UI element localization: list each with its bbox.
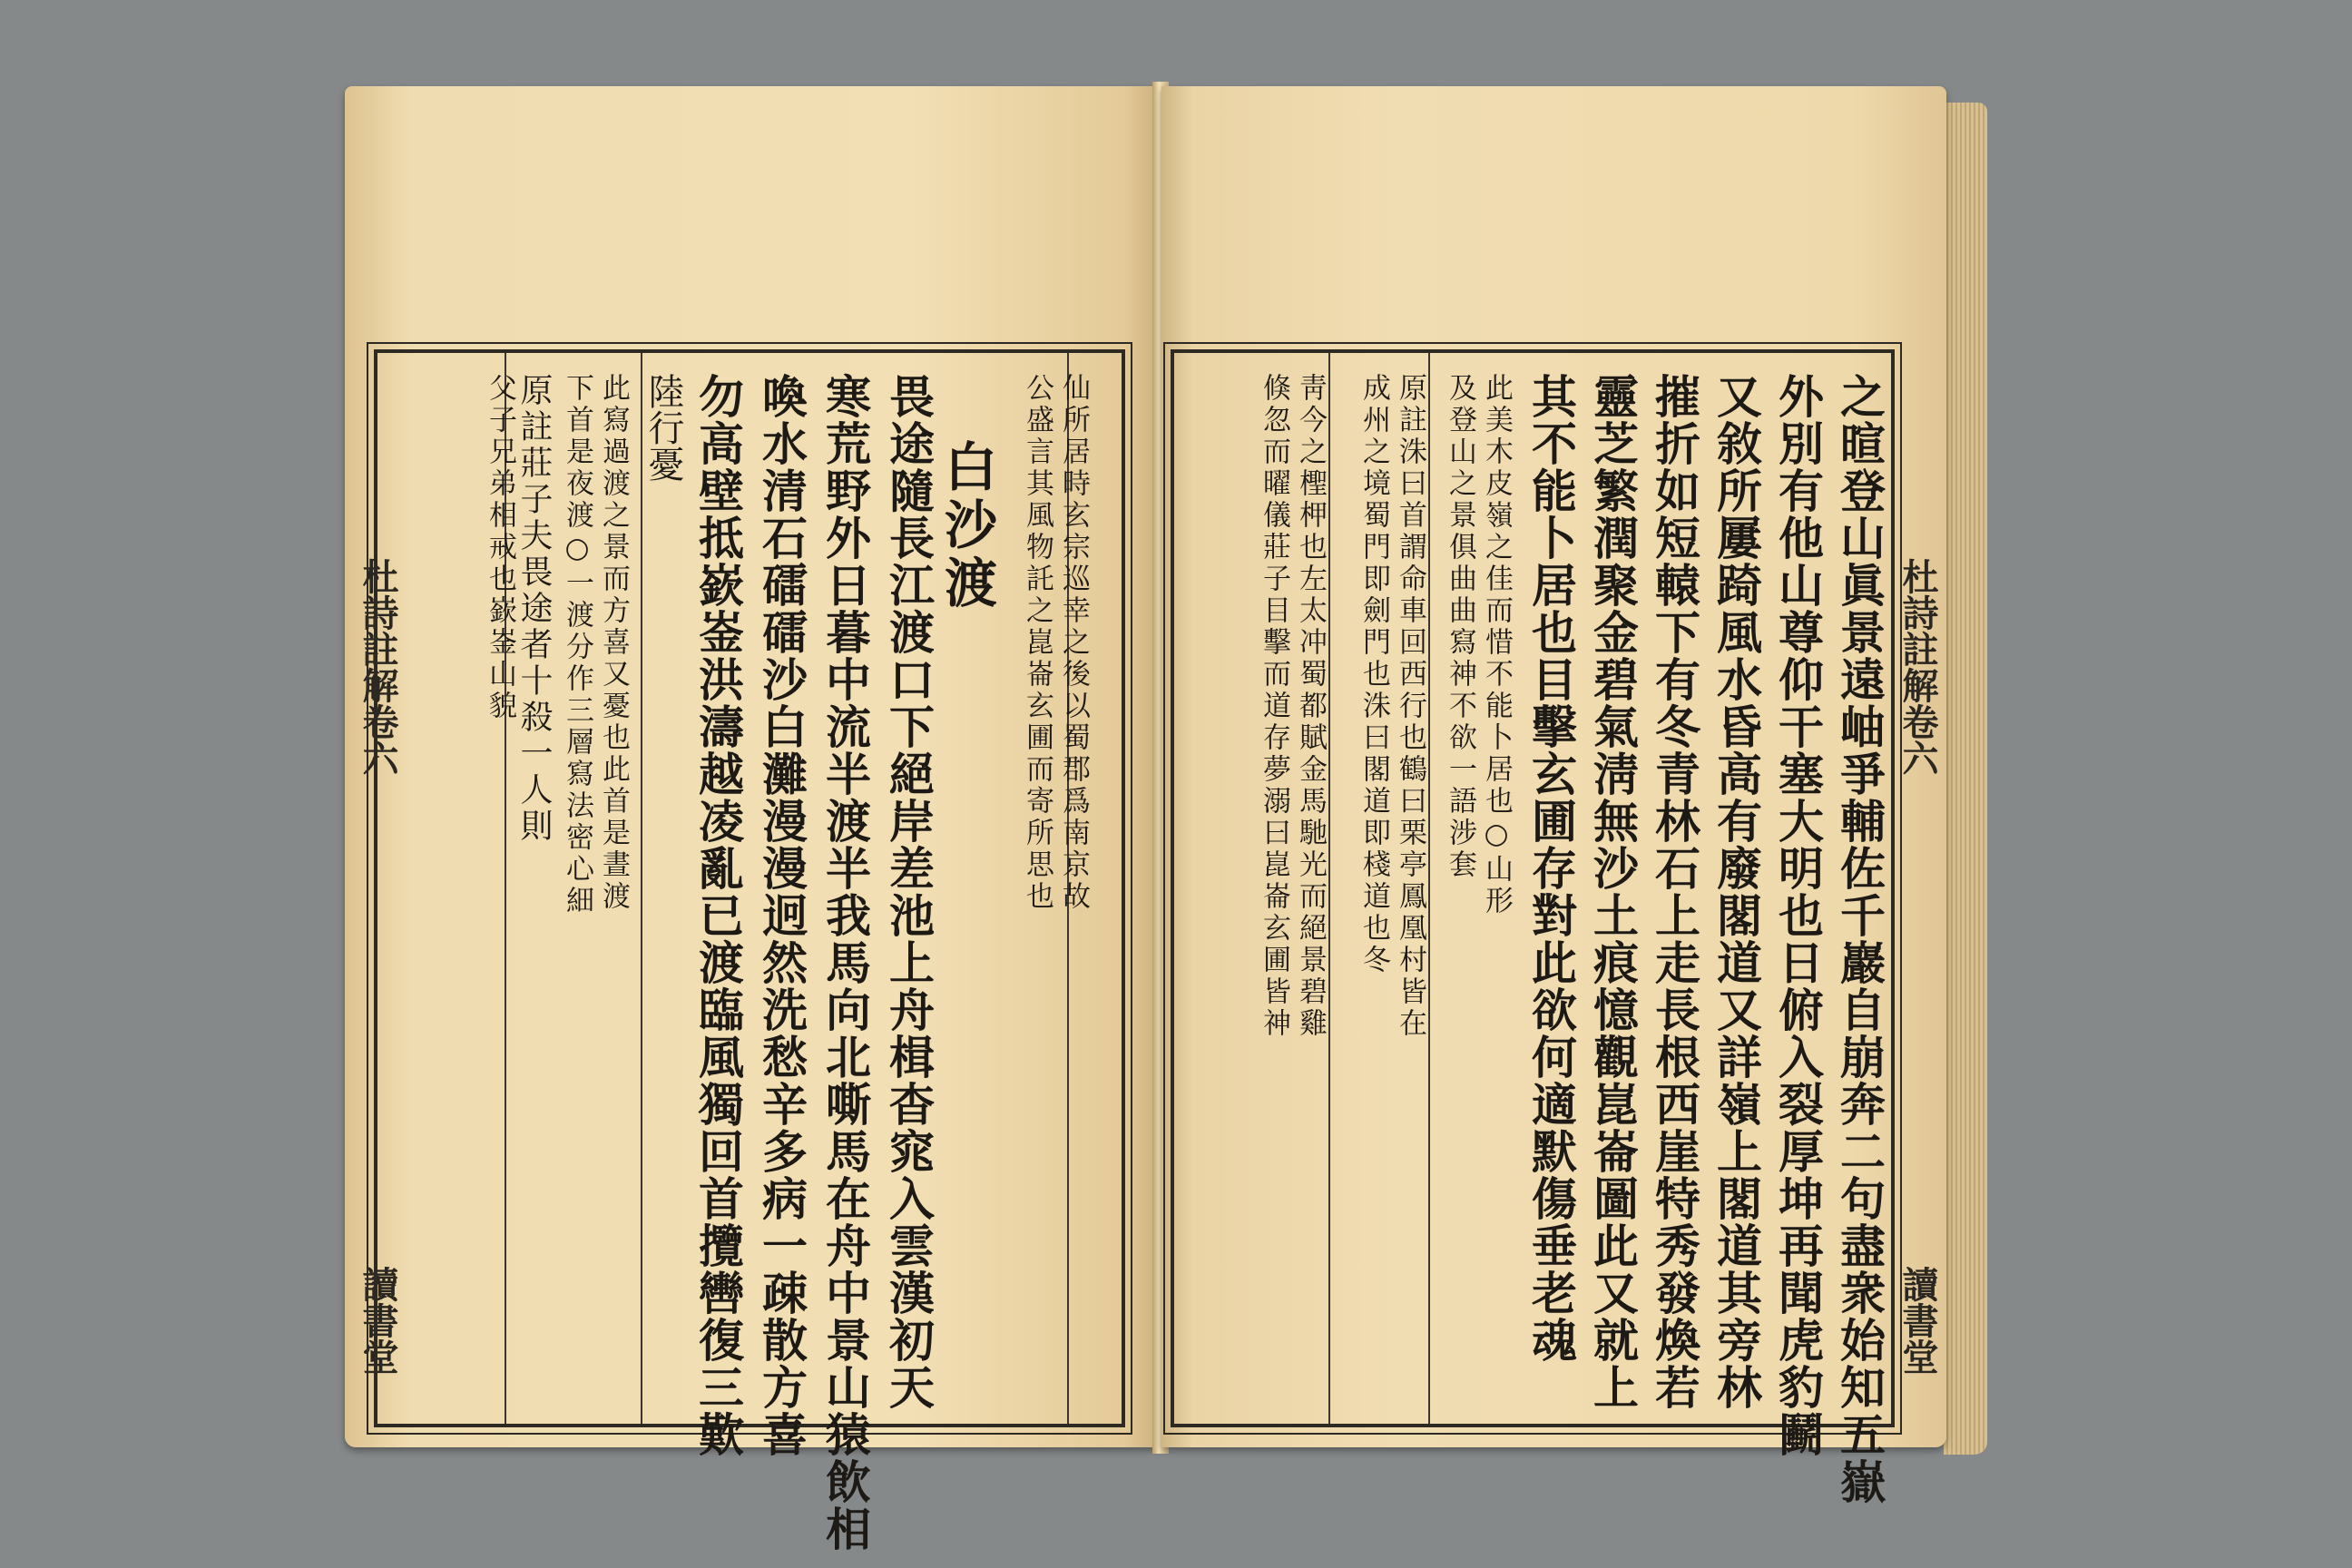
- right-col-3: 又敘所屢踦風水昏高有廢閣道又詳嶺上閣道其旁林: [1710, 373, 1763, 1411]
- left-col-8: 陸行憂: [642, 373, 684, 482]
- left-col-1: 仙所居時玄宗巡幸之後以蜀郡爲南京故: [1057, 373, 1090, 913]
- right-col-9: 原註洙曰首謂命車回西行也鶴曰栗亭鳳凰村皆在: [1394, 373, 1426, 1040]
- left-col-5: 寒荒野外日暮中流半渡半我馬向北嘶馬在舟中景山猿飲相: [818, 373, 872, 1553]
- left-col-11: 原註莊子夫畏途者十殺一人則: [515, 373, 553, 845]
- left-col-6: 喚水清石礌礌沙白灘漫漫迥然洗愁辛多病一疎散方喜: [755, 373, 808, 1458]
- left-col-4: 畏途隨長江渡口下絕岸差池上舟楫杳窕入雲漢初天: [882, 373, 936, 1411]
- right-col-4: 摧折如短轅下有冬青林石上走長根西崖特秀發煥若: [1648, 373, 1701, 1411]
- left-col-3: 白沙渡: [936, 439, 997, 613]
- right-col-1: 之暄登山眞景遠岫爭輔佐千巖自崩奔二句盡衆始知五嶽: [1833, 373, 1886, 1505]
- right-col-6: 其不能卜居也目擊玄圃存對此欲何適默傷垂老魂: [1524, 373, 1578, 1364]
- left-col-12: 父子兄弟相戒也嶔崟山貌: [484, 373, 516, 722]
- left-col-2: 公盛言其風物託之崑崙玄圃而寄所思也: [1021, 373, 1054, 913]
- left-page: [345, 86, 1157, 1553]
- left-col-9: 此寫過渡之景而方喜又憂也此首是晝渡: [597, 373, 630, 913]
- left-margin-publisher: 讀書堂: [357, 1266, 399, 1375]
- right-margin-publisher: 讀書堂: [1896, 1266, 1939, 1375]
- right-col-12: 倏忽而曜儀莊子目擊而道存夢溺曰崑崙玄圃皆神: [1258, 373, 1290, 1040]
- right-col-5: 靈芝繁潤聚金碧氣淸無沙土痕憶觀崑崙圖此又就上: [1586, 373, 1640, 1411]
- right-col-8: 及登山之景俱曲曲寫神不欲一語涉套: [1444, 373, 1476, 881]
- left-col-10: 下首是夜渡○一渡分作三層寫法密心細: [561, 373, 593, 917]
- right-col-7: 此美木皮嶺之佳而惜不能卜居也○山形: [1480, 373, 1513, 917]
- left-text-frame: [374, 349, 1125, 1553]
- right-text-frame: [1171, 349, 1895, 1505]
- left-margin-title: 杜詩註解卷六: [357, 558, 399, 776]
- right-page: [1161, 86, 1946, 1505]
- right-col-11: 靑今之檉柙也左太冲蜀都賦金馬馳光而絕景碧雞: [1294, 373, 1327, 1040]
- right-margin-title: 杜詩註解卷六: [1896, 558, 1939, 776]
- page-edges: [1944, 103, 1987, 1455]
- open-book: [345, 86, 1987, 1553]
- right-col-2: 外別有他山尊仰干塞大明也日俯入裂厚坤再聞虎豹鬬: [1771, 373, 1825, 1458]
- right-col-10: 成州之境蜀門即劍門也洙曰閣道即棧道也冬: [1357, 373, 1390, 976]
- left-col-7: 勿高壁抵嶔崟洪濤越凌亂已渡臨風獨回首攬轡復三歎: [691, 373, 745, 1458]
